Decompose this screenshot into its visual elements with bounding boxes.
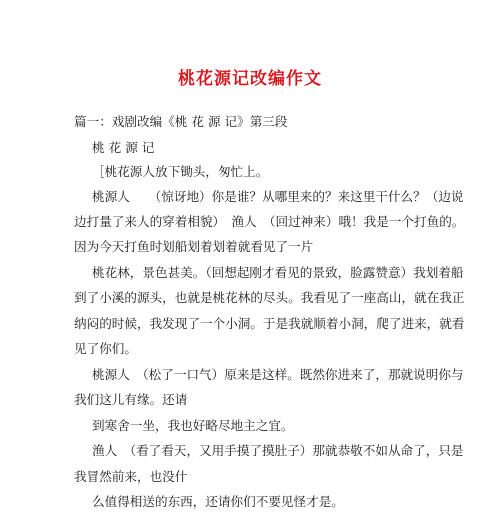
body-line: 桃源人 （松了一口气）原来是这样。既然你进来了，那就说明你与 bbox=[92, 367, 464, 382]
body-line: 桃花林，景色甚美。（回想起刚才看见的景致，脸露赞意）我划着船 bbox=[92, 265, 464, 280]
body-line: 纳闷的时候，我发现了一个小洞。于是我就顺着小洞，爬了进来，就看 bbox=[74, 316, 465, 331]
body-line: 到寒舍一坐，我也好略尽地主之宜。 bbox=[92, 418, 294, 433]
body-line: 因为今天打鱼时划船划着划着就看见了一片 bbox=[74, 239, 314, 254]
section-heading: 篇一：戏剧改编《桃 花 源 记》第三段 bbox=[74, 114, 288, 129]
document-title: 桃花源记改编作文 bbox=[178, 69, 322, 89]
body-line: 见了你们。 bbox=[74, 341, 137, 356]
body-line: 到了小溪的源头，也就是桃花林的尽头。我看见了一座高山，就在我正 bbox=[74, 290, 465, 305]
play-title: 桃 花 源 记 bbox=[92, 140, 155, 155]
body-line: 我们这儿有缘。还请 bbox=[74, 392, 188, 407]
body-line: 边打量了来人的穿着相貌） 渔人 （回过神来）哦！我是一个打鱼的。 bbox=[74, 214, 465, 229]
body-line: 渔人 （看了看天，又用手摸了摸肚子）那就恭敬不如从命了，只是 bbox=[92, 443, 464, 458]
stage-direction: ［桃花源人放下锄头，匆忙上。 bbox=[92, 164, 269, 179]
body-line: 我冒然前来，也没什 bbox=[74, 469, 188, 484]
body-line: 么值得相送的东西，还请你们不要见怪才是。 bbox=[92, 494, 344, 509]
body-line: 桃源人 （惊讶地）你是谁？从哪里来的？来这里干什么？（边说 bbox=[92, 189, 464, 204]
